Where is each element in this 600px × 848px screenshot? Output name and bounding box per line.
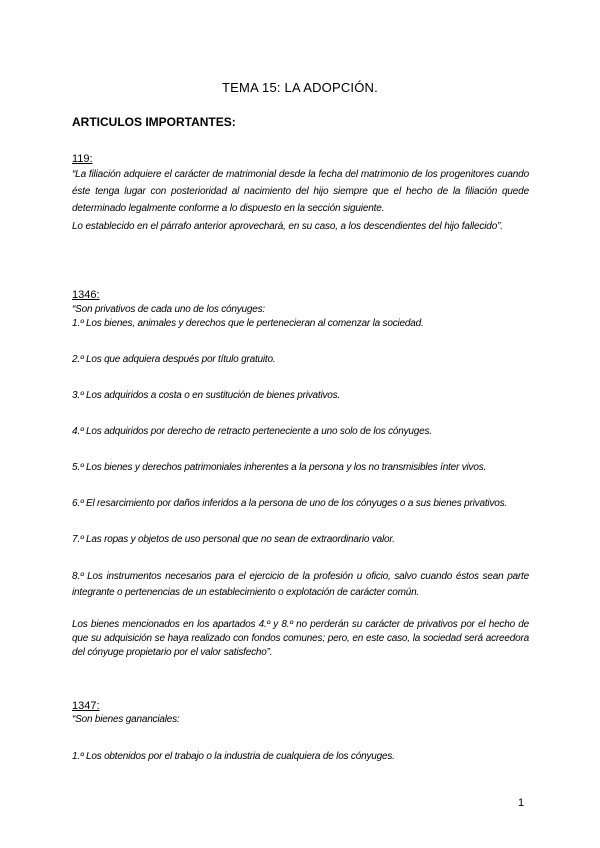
article-1347-number: 1347: (72, 700, 100, 712)
article-1346-item: 3.º Los adquiridos a costa o en sustitución de bienes privativos. (72, 390, 341, 401)
page-title: TEMA 15: LA ADOPCIÓN. (222, 80, 378, 95)
article-1346-number: 1346: (72, 289, 100, 301)
article-119-paragraph: “La filiación adquiere el carácter de matrimonial desde la fecha del matrimonio de los progenitores cuando éste tenga lugar con posterioridad al nacimiento del hijo siempre que el hecho de la filiación quede determinado legalmente conforme a lo dispuesto en la sección siguiente. (72, 169, 529, 215)
article-1346-intro-text: “Son privativos de cada uno de los cónyuges: (72, 304, 265, 315)
article-1346-item: 5.º Los bienes y derechos patrimoniales inherentes a la persona y los no transmisibles ínter vivos. (72, 462, 487, 473)
article-1346-item: 2.º Los que adquiera después por título gratuito. (72, 354, 276, 365)
section-heading: ARTICULOS IMPORTANTES: (72, 115, 236, 129)
article-1346-closing: Los bienes mencionados en los apartados 4.º y 8.º no perderán su carácter de privativos por el hecho de que su adquisición se haya realizado con fondos comunes; pero, en este caso, la sociedad será acreedora del cónyuge propietario por el valor satisfecho”. (72, 619, 529, 658)
article-119-paragraph: Lo establecido en el párrafo anterior aprovechará, en su caso, a los descendientes del hijo fallecido”. (72, 220, 503, 232)
article-1346-item: 1.º Los bienes, animales y derechos que le pertenecieran al comenzar la sociedad. (72, 318, 424, 329)
article-1347-intro: “Son bienes gananciales: (72, 714, 180, 725)
article-1346-intro (72, 303, 529, 331)
article-1346-item: 4.º Los adquiridos por derecho de retracto perteneciente a uno solo de los cónyuges. (72, 426, 432, 437)
article-1346-item: 6.º El resarcimiento por daños inferidos a la persona de uno de los cónyuges o a sus bienes privativos. (72, 498, 507, 509)
article-1346-item: 8.º Los instrumentos necesarios para el ejercicio de la profesión u oficio, salvo cuando éstos sean parte integrante o pertenencias de un establecimiento o explotación de carácter común. (72, 571, 529, 598)
article-1347-item: 1.º Los obtenidos por el trabajo o la industria de cualquiera de los cónyuges. (72, 751, 395, 762)
article-119-text (72, 166, 529, 235)
article-1346-item: 7.º Las ropas y objetos de uso personal que no sean de extraordinario valor. (72, 534, 395, 545)
article-119-number: 119: (72, 153, 93, 165)
page-number: 1 (518, 797, 525, 809)
